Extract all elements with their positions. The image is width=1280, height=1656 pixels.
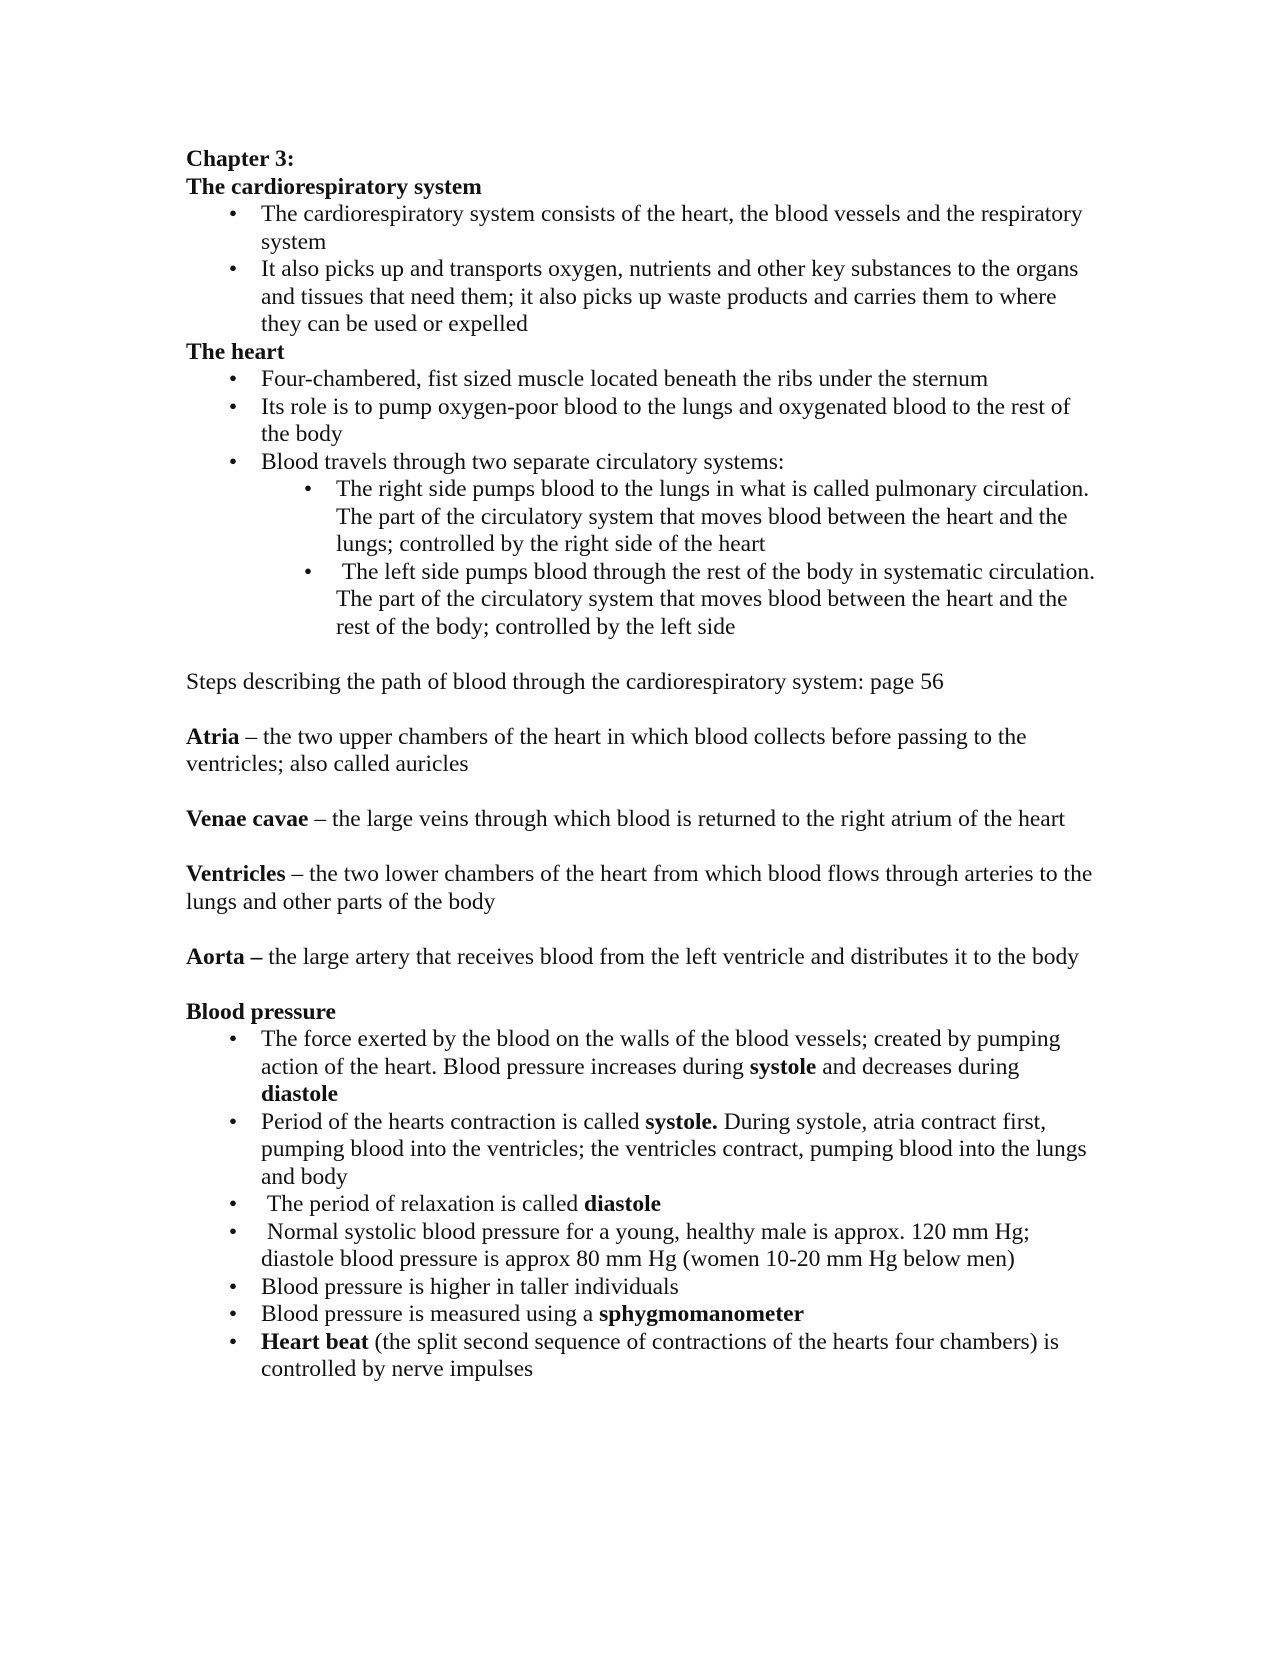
definition-term: Aorta –: [186, 943, 263, 970]
steps-note: Steps describing the path of blood through the cardiorespiratory system: page 56: [186, 668, 944, 695]
bullet-icon: •: [228, 1301, 238, 1327]
list-item: • The left side pumps blood through the rest of the body in systematic circulation. The part of the circulatory system that moves blood between the heart and the rest of the body; controlled by the left side: [336, 559, 1096, 642]
bullet-icon: •: [228, 1328, 238, 1355]
circulation-sub-list: [261, 476, 1101, 641]
section-heading-heart: The heart: [186, 338, 285, 365]
list-item: • Normal systolic blood pressure for a young, healthy male is approx. 120 mm Hg; diastole blood pressure is approx 80 mm Hg (women 10-20 mm Hg below men): [261, 1219, 1096, 1274]
bullet-icon: •: [228, 366, 238, 392]
list-item: • The right side pumps blood to the lungs in what is called pulmonary circulation. The part of the circulatory system that moves blood between the heart and the lungs; controlled by the right side of the heart: [336, 476, 1096, 559]
definition-term: Ventricles: [186, 861, 286, 887]
list-item: • Four-chambered, fist sized muscle located beneath the ribs under the sternum: [261, 366, 1096, 394]
blood-pressure-bullet-list: [186, 1026, 1096, 1384]
bullet-icon: •: [228, 1273, 238, 1300]
list-item: • Blood pressure is higher in taller individuals: [261, 1274, 1096, 1302]
list-item: • It also picks up and transports oxygen, nutrients and other key substances to the organs and tissues that need them; it also picks up waste products and carries them to where they can be used or expelled: [261, 256, 1096, 339]
bullet-icon: •: [228, 256, 238, 282]
list-item: • Period of the hearts contraction is called systole. During systole, atria contract first, pumping blood into the ventricles; the ventricles contract, pumping blood into the lungs and body: [261, 1109, 1096, 1192]
bullet-icon: •: [303, 558, 313, 585]
chapter-title: Chapter 3:: [186, 146, 295, 172]
definition-aorta: Aorta – the large artery that receives blood from the left ventricle and distributes it to the body: [186, 943, 1079, 970]
bullet-icon: •: [228, 1191, 238, 1217]
list-item: • Heart beat (the split second sequence of contractions of the hearts four chambers) is controlled by nerve impulses: [261, 1329, 1096, 1384]
definition-ventricles: Ventricles – the two lower chambers of the heart from which blood flows through arteries to the lungs and other parts of the body: [186, 861, 1093, 915]
list-item: • Blood travels through two separate circulatory systems: • The right side pumps blood to the lungs in what is called pulmonary circulation. The part of the circulatory system that moves blood between the heart and the lungs; controlled by the right side of the heart • The left side pumps blood through the rest of the body in systematic circulation. The part of the circulatory system that moves blood between the heart and the rest of the body; controlled by the left side: [261, 449, 1096, 642]
bullet-icon: •: [228, 393, 238, 420]
bullet-icon: •: [303, 476, 313, 502]
bullet-icon: •: [228, 1218, 238, 1245]
list-item: • Blood pressure is measured using a sphygmomanometer: [261, 1301, 1096, 1329]
document-page: [186, 146, 1101, 1384]
list-item: • The period of relaxation is called diastole: [261, 1191, 1096, 1219]
intro-bullet-list: [186, 201, 1096, 339]
section-heading-blood-pressure: Blood pressure: [186, 998, 336, 1025]
bullet-icon: •: [228, 448, 238, 475]
list-item: • The cardiorespiratory system consists of the heart, the blood vessels and the respiratory system: [261, 201, 1096, 256]
definition-venae-cavae: Venae cavae – the large veins through which blood is returned to the right atrium of the heart: [186, 806, 1066, 832]
chapter-subtitle: The cardiorespiratory system: [186, 173, 482, 200]
heart-bullet-list: [186, 366, 1101, 641]
definition-term: Atria: [186, 723, 240, 750]
list-item: • The force exerted by the blood on the walls of the blood vessels; created by pumping action of the heart. Blood pressure increases during systole and decreases during diastole: [261, 1026, 1096, 1109]
definition-atria: Atria – the two upper chambers of the heart in which blood collects before passing to the ventricles; also called auricles: [186, 723, 1027, 777]
bullet-icon: •: [228, 1108, 238, 1135]
bullet-icon: •: [228, 1026, 238, 1052]
bullet-icon: •: [228, 201, 238, 227]
definition-term: Venae cavae: [186, 806, 309, 832]
list-item: • Its role is to pump oxygen-poor blood to the lungs and oxygenated blood to the rest of the body: [261, 394, 1096, 449]
